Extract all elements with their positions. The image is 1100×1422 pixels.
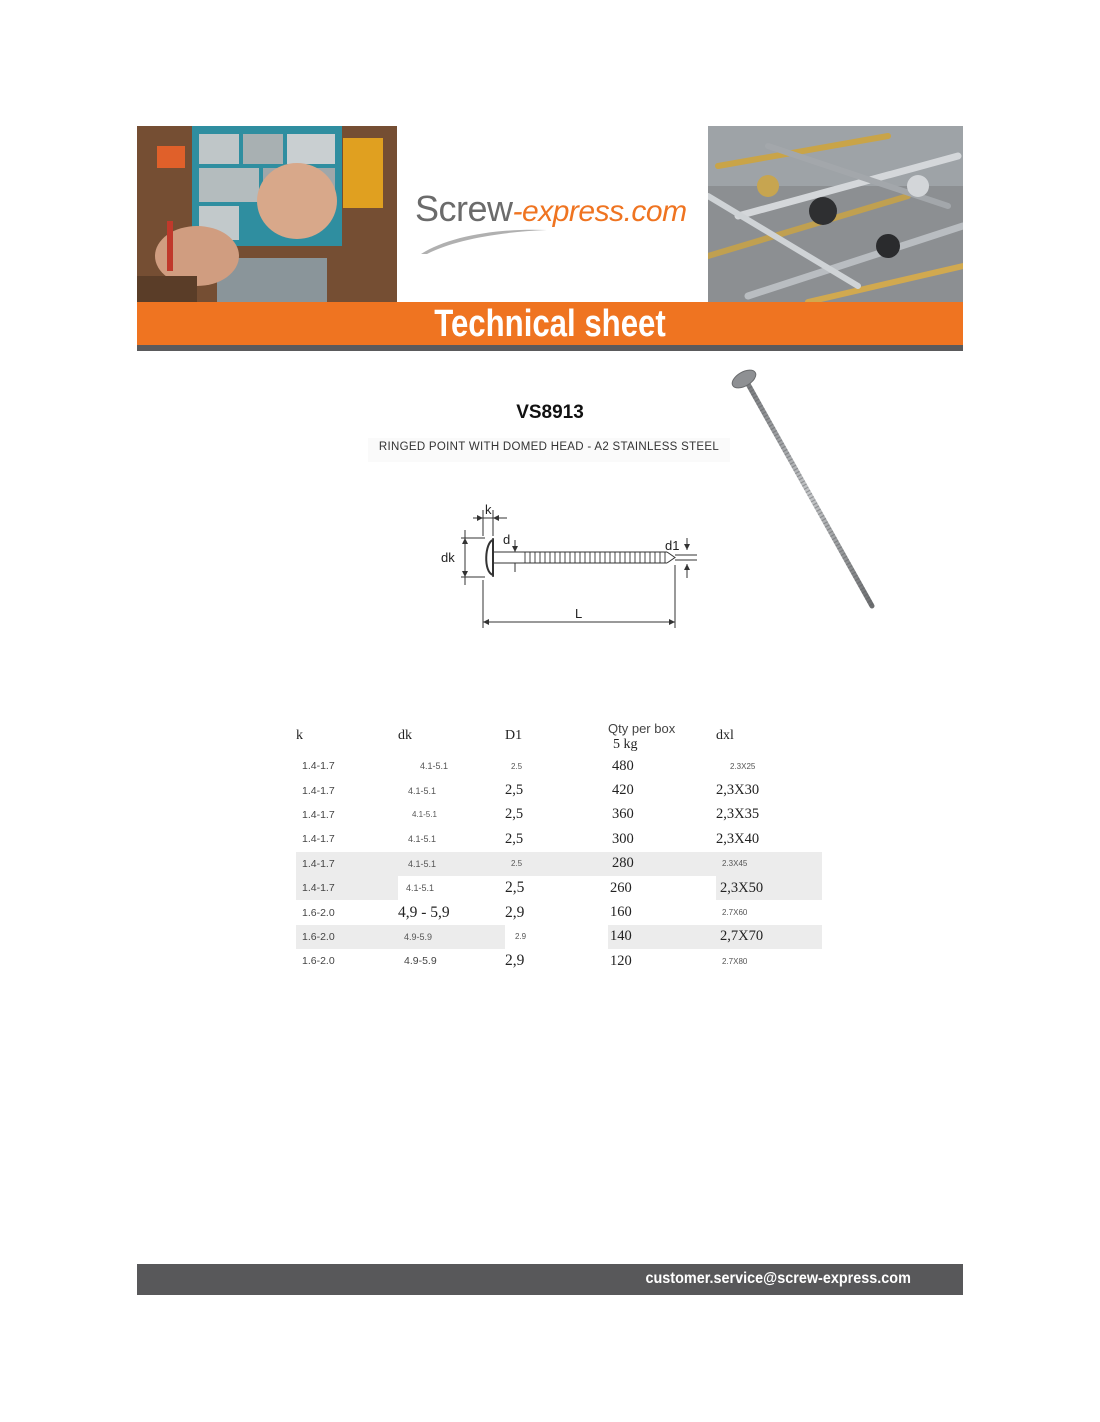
screws-photo [708, 126, 963, 302]
cell-d1: 2,5 [505, 879, 525, 897]
cell-k: 1.6-2.0 [302, 955, 335, 968]
col-header-qty-label: Qty per box [608, 720, 676, 736]
cell-dxl: 2.3X25 [730, 761, 756, 771]
cell-dk: 4.1-5.1 [408, 834, 437, 845]
cell-qty: 160 [610, 904, 632, 921]
col-header-qty-unit: 5 kg [613, 736, 638, 752]
cell-dxl: 2,3X30 [716, 782, 760, 799]
table-row [296, 827, 822, 851]
table-row [296, 778, 822, 802]
footer-bar [137, 1264, 963, 1295]
diagram-label-d1: d1 [665, 538, 680, 553]
table-row [296, 852, 822, 876]
product-code: VS8913 [516, 402, 584, 423]
diagram-label-dk: dk [441, 550, 455, 565]
cell-d1: 2.5 [505, 852, 608, 876]
product-description: RINGED POINT WITH DOMED HEAD - A2 STAINLESS STEEL [368, 438, 730, 462]
cell-d1: 2,9 [505, 952, 525, 970]
toolbox-photo [137, 126, 397, 302]
cell-k: 1.6-2.0 [302, 906, 335, 919]
cell-dxl: 2,3X35 [716, 806, 760, 823]
logo-swoosh-icon [419, 226, 549, 256]
diagram-label-k: k [485, 502, 492, 517]
cell-d1: 2,5 [505, 782, 524, 799]
table-row [296, 925, 822, 949]
cell-dxl: 2,7X70 [716, 925, 822, 949]
cell-qty: 300 [612, 830, 634, 847]
table-row [296, 876, 822, 900]
cell-k: 1.6-2.0 [296, 925, 398, 949]
brand-logo [415, 188, 687, 230]
cell-k: 1.4-1.7 [302, 808, 335, 821]
cell-k: 1.4-1.7 [296, 876, 398, 900]
contact-email-link[interactable]: customer.service@screw-express.com [645, 1270, 911, 1287]
cell-k: 1.4-1.7 [296, 852, 398, 876]
col-header-k: k [296, 728, 303, 743]
cell-d1: 2.9 [515, 932, 527, 942]
cell-d1: 2.5 [511, 761, 523, 771]
cell-dk: 4.9-5.9 [404, 955, 437, 968]
cell-dk: 4.1-5.1 [412, 810, 437, 820]
title-underline [137, 345, 963, 351]
cell-qty: 280 [608, 852, 716, 876]
cell-dxl: 2.3X45 [716, 852, 822, 876]
col-header-dxl: dxl [716, 728, 734, 743]
cell-qty: 360 [612, 806, 634, 823]
cell-qty: 260 [610, 879, 632, 896]
cell-dxl: 2.7X80 [722, 956, 748, 966]
table-row [296, 754, 822, 778]
nail-product-photo [716, 368, 886, 618]
cell-dxl: 2,3X50 [716, 876, 822, 900]
logo-text-main: Screw [415, 188, 513, 229]
diagram-label-d: d [503, 532, 511, 547]
col-header-d1: D1 [505, 728, 523, 743]
table-row [296, 803, 822, 827]
header-banner [137, 126, 963, 302]
diagram-label-L: L [575, 606, 583, 621]
cell-d1: 2,5 [505, 806, 524, 823]
cell-k: 1.4-1.7 [302, 784, 335, 797]
logo-text-domain: -express.com [512, 195, 687, 228]
cell-dxl: 2,3X40 [716, 830, 760, 847]
cell-d1: 2,5 [505, 830, 524, 847]
table-header-row [296, 718, 822, 754]
cell-k: 1.4-1.7 [302, 833, 335, 846]
spec-table [296, 718, 822, 974]
cell-d1: 2,9 [505, 903, 525, 921]
cell-dk: 4,9 - 5,9 [398, 903, 450, 921]
cell-dk: 4.1-5.1 [420, 761, 449, 772]
cell-dk: 4.9-5.9 [398, 925, 505, 949]
cell-dk: 4.1-5.1 [398, 852, 505, 876]
cell-dk: 4.1-5.1 [408, 785, 437, 796]
cell-qty: 480 [612, 757, 634, 774]
col-header-dk: dk [398, 728, 412, 743]
cell-k: 1.4-1.7 [302, 760, 335, 773]
cell-dk: 4.1-5.1 [406, 883, 435, 894]
sheet-title: Technical sheet [434, 303, 666, 345]
cell-qty: 420 [612, 782, 634, 799]
cell-qty: 140 [608, 925, 716, 949]
col-header-qty [608, 718, 716, 754]
cell-qty: 120 [610, 952, 632, 969]
table-row [296, 949, 822, 973]
cell-dxl: 2.7X60 [722, 908, 748, 918]
table-row [296, 900, 822, 924]
nail-dimension-diagram [435, 500, 705, 635]
